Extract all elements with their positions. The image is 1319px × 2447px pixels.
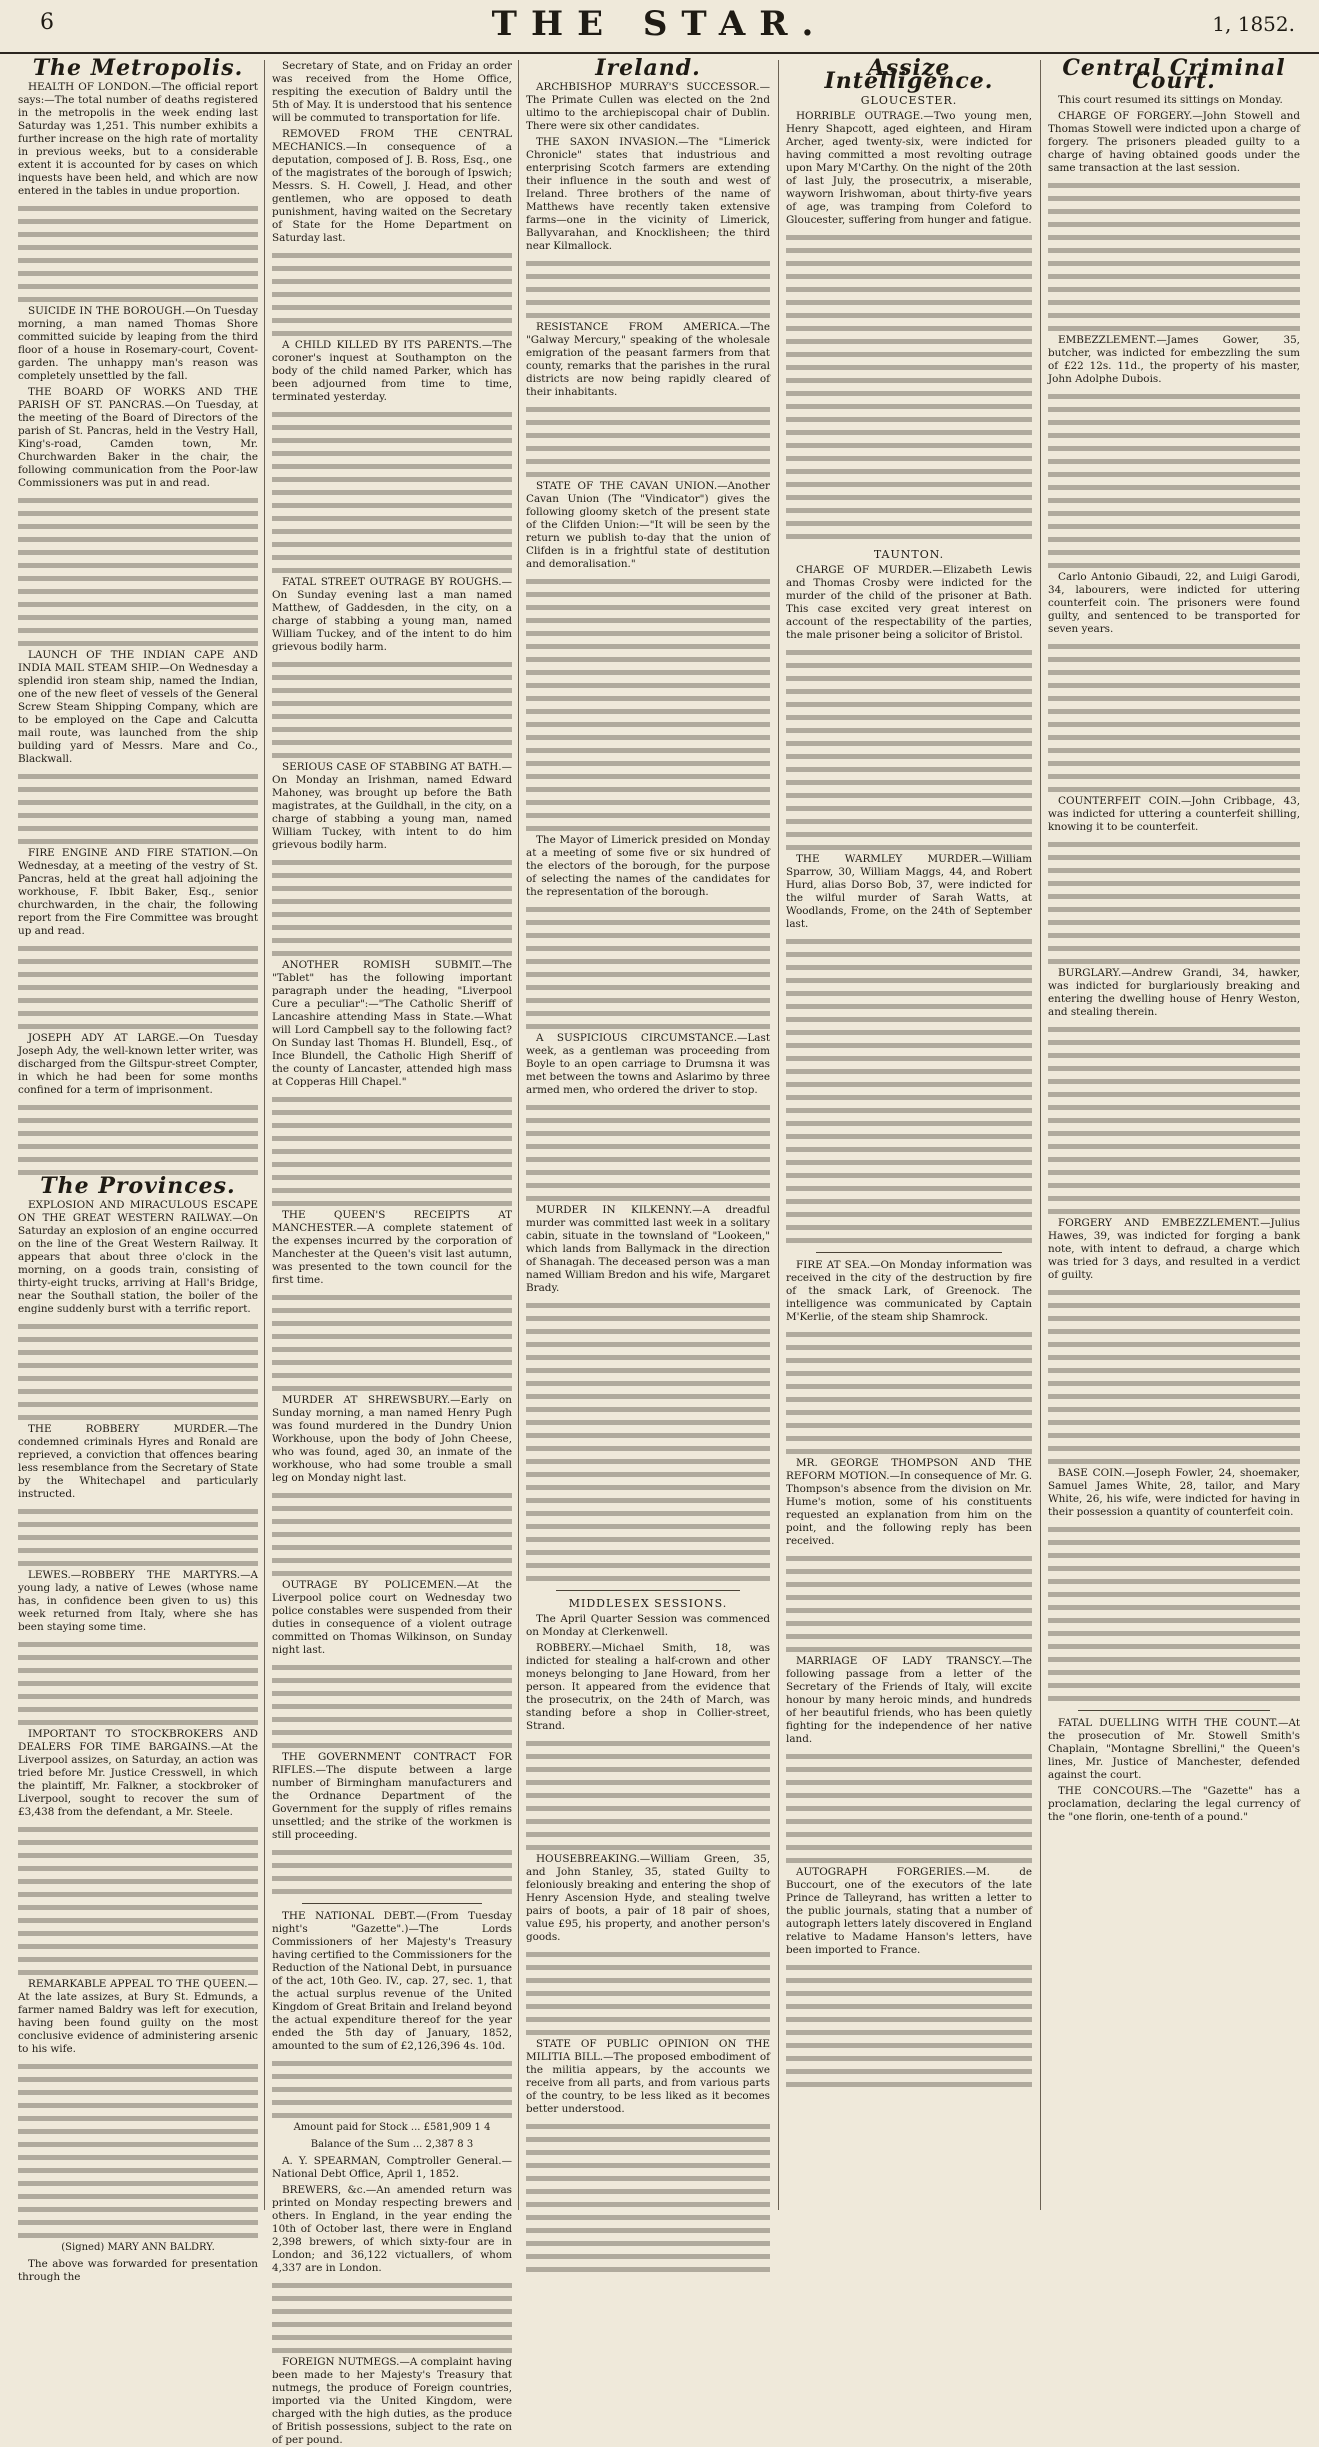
article-paragraph: The above was forwarded for presentation through the (18, 2258, 258, 2283)
divider (302, 1903, 482, 1904)
accounts-line: Balance of the Sum ... 2,387 8 3 (310, 2139, 474, 2150)
section-heading-central-criminal-court: Central Criminal Court. (1062, 55, 1286, 94)
column-ireland (526, 55, 770, 2210)
article-paragraph: A. Y. SPEARMAN, Comptroller General.—National Debt Office, April 1, 1852. (272, 2155, 512, 2180)
article-paragraph: HOUSEBREAKING.—William Green, 35, and John Stanley, 35, stated Guilty to feloniously breaking and entering the shop of Henry Ascension Hyde, and stealing twelve pairs of boots, a pair of 18 pair of shoes, value £95, his property, and another person's goods. (526, 1853, 770, 1943)
column-2 (272, 60, 512, 2446)
article-paragraph: BASE COIN.—Joseph Fowler, 24, shoemaker, Samuel James White, 28, tailor, and Mary White, 26, his wife, were indicted for having in their possession a quantity of counterfeit coin. (1048, 1467, 1300, 1518)
article-paragraph: MARRIAGE OF LADY TRANSCY.—The following passage from a letter of the Secretary of the Friends of Italy, will excite honour by many heroic minds, and hundreds of her beautiful friends, who has been quietly fighting for the independence of her native land. (786, 1655, 1032, 1745)
article-paragraph: THE SAXON INVASION.—The "Limerick Chronicle" states that industrious and enterprising Scotch farmers are extending their influence in the south and west of Ireland. Three brothers of the name of Matthews have recently taken extensive farms—one in the vicinity of Limerick, Ballyvarahan, and Knocklisheen; the third near Kilmallock. (526, 136, 770, 252)
column-rule (264, 60, 265, 2210)
column-central-criminal-court (1048, 55, 1300, 2210)
article-paragraph: LEWES.—ROBBERY THE MARTYRS.—A young lady, a native of Lewes (whose name has, in confidence been given to us) this week returned from Italy, where she has been staying some time. (18, 1569, 258, 1633)
article-paragraph: MURDER IN KILKENNY.—A dreadful murder was committed last week in a solitary cabin, situate in the townsland of "Lookeen," which lands from Ballymack in the direction of Shanagah. The deceased person was a man named William Bredon and his wife, Margaret Brady. (526, 1204, 770, 1294)
article-paragraph: ROBBERY.—Michael Smith, 18, was indicted for stealing a half-crown and other moneys belonging to Jane Howard, from her person. It appeared from the evidence that the prosecutrix, on the 24th of March, was standing before a shop in Collier-street, Strand. (526, 1642, 770, 1732)
column-rule (778, 60, 779, 2210)
section-heading-ireland: Ireland. (595, 55, 701, 81)
article-paragraph: MR. GEORGE THOMPSON AND THE REFORM MOTION.—In consequence of Mr. G. Thompson's absence from the division on Mr. Hume's motion, some of his constituents requested an explanation from him on the point, and the following reply has been received. (786, 1457, 1032, 1547)
article-paragraph: IMPORTANT TO STOCKBROKERS AND DEALERS FOR TIME BARGAINS.—At the Liverpool assizes, on Saturday, an action was tried before Mr. Justice Cresswell, in which the plaintiff, Mr. Falkner, a stockbroker of Liverpool, sought to recover the sum of £3,438 from the defendant, a Mr. Steele. (18, 1728, 258, 1818)
article-paragraph: HORRIBLE OUTRAGE.—Two young men, Henry Shapcott, aged eighteen, and Hiram Archer, aged twenty-six, were indicted for having committed a most revolting outrage upon Mary M'Carthy. On the night of the 20th of last July, the prosecutrix, a miserable, wayworn Irishwoman, about thirty-five years of age, was tramping from Coleford to Gloucester, suffering from hunger and fatigue. (786, 110, 1032, 226)
article-paragraph: SERIOUS CASE OF STABBING AT BATH.—On Monday an Irishman, named Edward Mahoney, was brought up before the Bath magistrates, at the Guildhall, in the city, on a charge of stabbing a young man, named William Tuckey, with intent to do him grievous bodily harm. (272, 761, 512, 851)
accounts-line: Amount paid for Stock ... £581,909 1 4 (293, 2122, 491, 2133)
article-paragraph: THE QUEEN'S RECEIPTS AT MANCHESTER.—A complete statement of the expenses incurred by the corporation of Manchester at the Queen's visit last autumn, was presented to the town council for the first time. (272, 1209, 512, 1286)
issue-date: 1, 1852. (1212, 12, 1295, 36)
article-paragraph: A CHILD KILLED BY ITS PARENTS.—The coroner's inquest at Southampton on the body of the child named Parker, which has been adjourned from time to time, terminated yesterday. (272, 339, 512, 403)
article-paragraph: CHARGE OF MURDER.—Elizabeth Lewis and Thomas Crosby were indicted for the murder of the child of the prisoner at Bath. This case excited very great interest on account of the respectability of the parties, the male prisoner being a solicitor of Bristol. (786, 564, 1032, 641)
article-paragraph: A SUSPICIOUS CIRCUMSTANCE.—Last week, as a gentleman was proceeding from Boyle to an open carriage to Drumsna it was met between the towns and Aslarimo by three armed men, who ordered the driver to stop. (526, 1032, 770, 1096)
article-paragraph: Secretary of State, and on Friday an order was received from the Home Office, respiting the execution of Baldry until the 5th of May. It is understood that his sentence will be commuted to transportation for life. (272, 60, 512, 124)
article-paragraph: The Mayor of Limerick presided on Monday at a meeting of some five or six hundred of the electors of the borough, for the purpose of selecting the names of the candidates for the representation of the borough. (526, 834, 770, 898)
masthead (0, 0, 1319, 54)
article-paragraph: CHARGE OF FORGERY.—John Stowell and Thomas Stowell were indicted upon a charge of forgery. The prisoners pleaded guilty to a charge of having obtained goods under the same transaction at the last session. (1048, 110, 1300, 174)
article-paragraph: JOSEPH ADY AT LARGE.—On Tuesday Joseph Ady, the well-known letter writer, was discharged from the Giltspur-street Compter, in which he had been for some months confined for a term of imprisonment. (18, 1032, 258, 1096)
article-paragraph: This court resumed its sittings on Monday. (1058, 94, 1283, 106)
article-paragraph: ARCHBISHOP MURRAY'S SUCCESSOR.—The Primate Cullen was elected on the 2nd ultimo to the archiepiscopal chair of Dublin. There were six other candidates. (526, 81, 770, 132)
article-paragraph: BURGLARY.—Andrew Grandi, 34, hawker, was indicted for burglariously breaking and entering the dwelling house of Henry Weston, and stealing therein. (1048, 967, 1300, 1018)
column-assize (786, 55, 1032, 2210)
article-paragraph: RESISTANCE FROM AMERICA.—The "Galway Mercury," speaking of the wholesale emigration of the peasant farmers from that county, remarks that the parishes in the rural districts are now being rapidly cleared of their inhabitants. (526, 321, 770, 398)
article-paragraph: THE GOVERNMENT CONTRACT FOR RIFLES.—The dispute between a large number of Birmingham manufacturers and the Ordnance Department of the Government for the supply of rifles remains unsettled; and the strike of the workmen is still proceeding. (272, 1751, 512, 1841)
section-heading-provinces: The Provinces. (40, 1173, 236, 1199)
divider (1078, 1710, 1270, 1711)
column-metropolis (18, 55, 258, 2283)
article-paragraph: EMBEZZLEMENT.—James Gower, 35, butcher, was indicted for embezzling the sum of £22 12s. 11d., the property of his master, John Adolphe Dubois. (1048, 334, 1300, 385)
article-paragraph: THE CONCOURS.—The "Gazette" has a proclamation, declaring the legal currency of the "one florin, one-tenth of a pound." (1048, 1785, 1300, 1823)
column-rule (518, 60, 519, 2210)
article-paragraph: OUTRAGE BY POLICEMEN.—At the Liverpool police court on Wednesday two police constables were suspended from their duties in consequence of a violent outrage committed on Thomas Wilkinson, on Sunday night last. (272, 1579, 512, 1656)
page-number: 6 (40, 10, 54, 35)
article-paragraph: ANOTHER ROMISH SUBMIT.—The "Tablet" has the following important paragraph under the heading, "Liverpool Cure a peculiar":—"The Catholic Sheriff of Lancashire attending Mass in State.—What will Lord Campbell say to the following fact? On Sunday last Thomas H. Blundell, Esq., of Ince Blundell, the Catholic High Sheriff of the county of Lancaster, attended high mass at Copperas Hill Chapel." (272, 959, 512, 1088)
article-paragraph: THE WARMLEY MURDER.—William Sparrow, 30, William Maggs, 44, and Robert Hurd, alias Dorso Bob, 37, were indicted for the wilful murder of Sarah Watts, at Woodlands, Frome, on the 24th of September last. (786, 853, 1032, 930)
column-rule (1040, 60, 1041, 2210)
article-paragraph: FOREIGN NUTMEGS.—A complaint having been made to her Majesty's Treasury that nutmegs, the produce of Foreign countries, imported via the United Kingdom, were charged with the high duties, as the produce of British possessions, subject to the rate on of per pound. (272, 2356, 512, 2446)
article-paragraph: STATE OF PUBLIC OPINION ON THE MILITIA BILL.—The proposed embodiment of the militia appears, by the accounts we receive from all parts, and from various parts of the country, to be less liked as it becomes better understood. (526, 2038, 770, 2115)
article-paragraph: EXPLOSION AND MIRACULOUS ESCAPE ON THE GREAT WESTERN RAILWAY.—On Saturday an explosion of an engine occurred on the line of the Great Western Railway. It appears that about three o'clock in the morning, on a goods train, consisting of thirty-eight trucks, arriving at Hall's Bridge, near the Southall station, the boiler of the engine suddenly burst with a terrific report. (18, 1199, 258, 1315)
subheading-gloucester: GLOUCESTER. (860, 94, 958, 107)
article-paragraph: Carlo Antonio Gibaudi, 22, and Luigi Garodi, 34, labourers, were indicted for uttering counterfeit coin. The prisoners were found guilty, and sentenced to be transported for seven years. (1048, 571, 1300, 635)
newspaper-title: THE STAR. (491, 4, 828, 44)
article-paragraph: MURDER AT SHREWSBURY.—Early on Sunday morning, a man named Henry Pugh was found murdered in the Dundry Union Workhouse, upon the body of John Cheese, who was found, aged 30, an inmate of the workhouse, who had some trouble a small leg on Monday night last. (272, 1394, 512, 1484)
subheading-taunton: TAUNTON. (873, 548, 945, 561)
article-paragraph: The April Quarter Session was commenced on Monday at Clerkenwell. (526, 1613, 770, 1638)
article-paragraph: FATAL DUELLING WITH THE COUNT.—At the prosecution of Mr. Stowell Smith's Chaplain, "Montagne Sbrellini," the Queen's lines, Mr. Justice of Manchester, defended against the court. (1048, 1717, 1300, 1781)
article-paragraph: THE NATIONAL DEBT.—(From Tuesday night's "Gazette".)—The Lords Commissioners of her Majesty's Treasury having certified to the Commissioners for the Reduction of the National Debt, in pursuance of the act, 10th Geo. IV., cap. 27, sec. 1, that the actual surplus revenue of the United Kingdom of Great Britain and Ireland beyond the actual expenditure thereof for the year ended the 5th day of January, 1852, amounted to the sum of £2,126,396 4s. 10d. (272, 1910, 512, 2052)
article-paragraph: REMOVED FROM THE CENTRAL MECHANICS.—In consequence of a deputation, composed of J. B. Ross, Esq., one of the magistrates of the borough of Ipswich; Messrs. S. H. Cowell, J. Head, and other gentlemen, who are opposed to death punishment, having waited on the Secretary of State for the Home Department on Saturday last. (272, 128, 512, 244)
article-paragraph: FIRE AT SEA.—On Monday information was received in the city of the destruction by fire of the smack Lark, of Greenock. The intelligence was communicated by Captain M'Kerlie, of the steam ship Shamrock. (786, 1259, 1032, 1323)
article-paragraph: THE BOARD OF WORKS AND THE PARISH OF ST. PANCRAS.—On Tuesday, at the meeting of the Board of Directors of the parish of St. Pancras, held in the Vestry Hall, King's-road, Camden town, Mr. Churchwarden Baker in the chair, the following communication from the Poor-law Commissioners was put in and read. (18, 386, 258, 489)
article-paragraph: BREWERS, &c.—An amended return was printed on Monday respecting brewers and others. In England, in the year ending the 10th of October last, there were in England 2,398 brewers, of which sixty-four are in London; and 36,122 victuallers, of whom 4,337 are in London. (272, 2184, 512, 2274)
article-paragraph: SUICIDE IN THE BOROUGH.—On Tuesday morning, a man named Thomas Shore committed suicide by leaping from the third floor of a house in Rosemary-court, Covent-garden. The unhappy man's reason was completely unsettled by the fall. (18, 305, 258, 382)
divider (556, 1590, 740, 1591)
article-paragraph: REMARKABLE APPEAL TO THE QUEEN.—At the late assizes, at Bury St. Edmunds, a farmer named Baldry was left for execution, having been found guilty on the most conclusive evidence of administering arsenic to his wife. (18, 1978, 258, 2055)
article-paragraph: LAUNCH OF THE INDIAN CAPE AND INDIA MAIL STEAM SHIP.—On Wednesday a splendid iron steam ship, named the Indian, one of the new fleet of vessels of the General Screw Steam Shipping Company, which are to be employed on the Cape and Calcutta mail route, was launched from the ship building yard of Messrs. Mare and Co., Blackwall. (18, 649, 258, 765)
article-paragraph: FIRE ENGINE AND FIRE STATION.—On Wednesday, at a meeting of the vestry of St. Pancras, held at the great hall adjoining the workhouse, F. Ibbit Baker, Esq., senior churchwarden, in the chair, the following report from the Fire Committee was brought up and read. (18, 847, 258, 937)
article-paragraph: HEALTH OF LONDON.—The official report says:—The total number of deaths registered in the metropolis in the week ending last Saturday was 1,251. This number exhibits a further increase on the high rate of mortality in previous weeks, but to a considerable extent it is accounted for by cases on which inquests have been held, and which are now entered in the tables in undue proportion. (18, 81, 258, 197)
section-heading-middlesex: MIDDLESEX SESSIONS. (568, 1597, 728, 1610)
article-paragraph: FORGERY AND EMBEZZLEMENT.—Julius Hawes, 39, was indicted for forging a bank note, with intent to defraud, a charge which was tried for 3 days, and resulted in a verdict of guilty. (1048, 1217, 1300, 1281)
divider (816, 1252, 1002, 1253)
article-paragraph: COUNTERFEIT COIN.—John Cribbage, 43, was indicted for uttering a counterfeit shilling, knowing it to be counterfeit. (1048, 795, 1300, 833)
article-paragraph: FATAL STREET OUTRAGE BY ROUGHS.—On Sunday evening last a man named Matthew, of Gaddesden, in the city, on a charge of stabbing a young man, named William Tuckey, and of the intent to do him grievous bodily harm. (272, 576, 512, 653)
section-heading-assize: Assize Intelligence. (824, 55, 994, 94)
section-heading-metropolis: The Metropolis. (32, 55, 244, 81)
article-paragraph: STATE OF THE CAVAN UNION.—Another Cavan Union (The "Vindicator") gives the following gloomy sketch of the present state of the Clifden Union:—"It will be seen by the return we publish to-day that the union of Clifden is in a frightful state of destitution and demoralisation." (526, 480, 770, 570)
article-paragraph: AUTOGRAPH FORGERIES.—M. de Buccourt, one of the executors of the late Prince de Talleyrand, has written a letter to the public journals, stating that a number of autograph letters lately discovered in England relative to Madame Hanson's letters, have been imported to France. (786, 1866, 1032, 1956)
article-paragraph: THE ROBBERY MURDER.—The condemned criminals Hyres and Ronald are reprieved, a conviction that offences bearing less resemblance from the Secretary of State by the Whitechapel and particularly instructed. (18, 1423, 258, 1500)
letter-signature: (Signed) MARY ANN BALDRY. (61, 2242, 215, 2253)
